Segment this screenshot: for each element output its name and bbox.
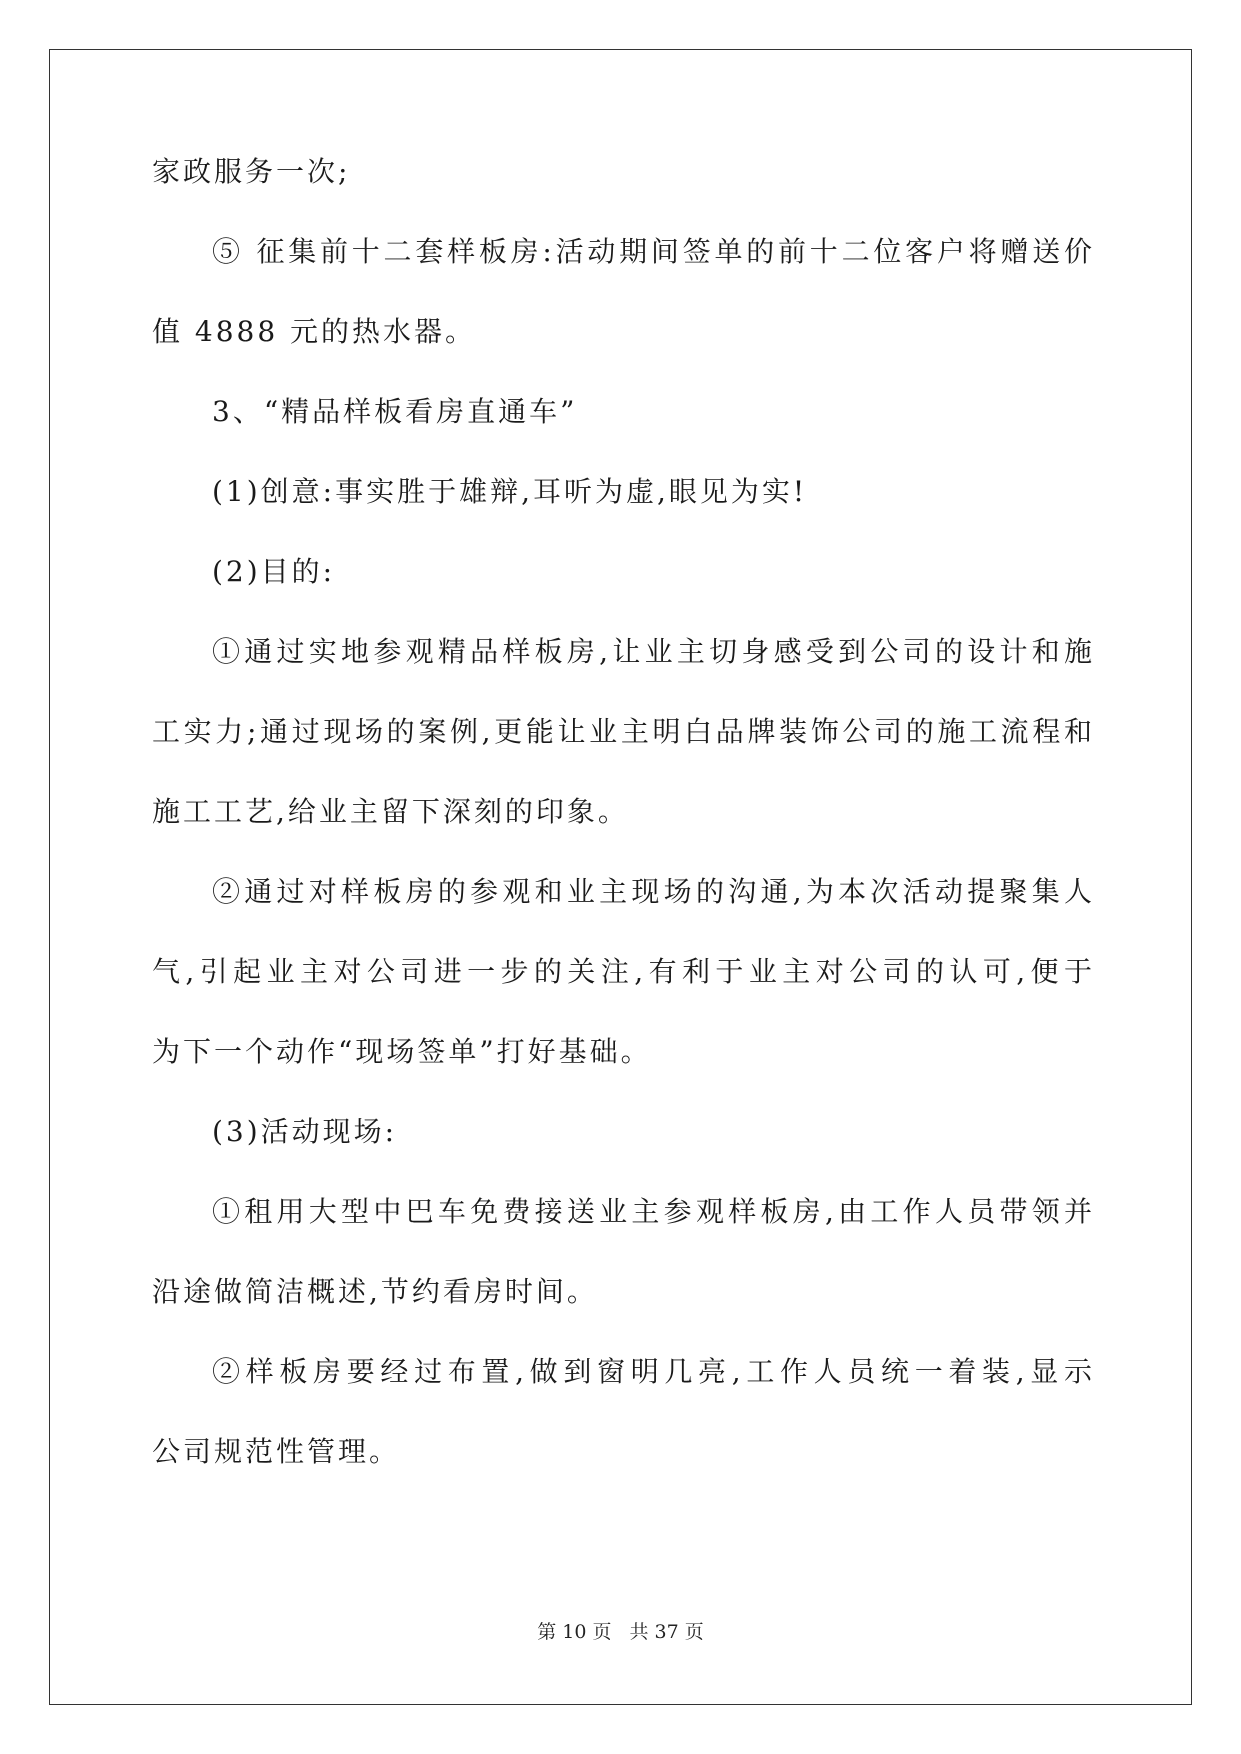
text-line: 气,引起业主对公司进一步的关注,有利于业主对公司的认可,便于: [152, 955, 1092, 988]
text-line: 施工工艺,给业主留下深刻的印象。: [152, 795, 629, 828]
text-line: 家政服务一次;: [152, 155, 351, 188]
text-line: ⑤ 征集前十二套样板房:活动期间签单的前十二位客户将赠送价: [212, 235, 1092, 268]
text-line: 值 4888 元的热水器。: [152, 315, 477, 348]
subheading: (3)活动现场:: [212, 1115, 398, 1148]
text-line: (1)创意:事实胜于雄辩,耳听为虚,眼见为实!: [212, 475, 808, 508]
text-line: 工实力;通过现场的案例,更能让业主明白品牌装饰公司的施工流程和: [152, 715, 1092, 748]
text-line: 沿途做简洁概述,节约看房时间。: [152, 1275, 598, 1308]
section-heading: 3、“精品样板看房直通车”: [212, 395, 578, 428]
text-line: 为下一个动作“现场签单”打好基础。: [152, 1035, 652, 1068]
text-line: 公司规范性管理。: [152, 1435, 401, 1468]
page-total: 共 37 页: [629, 1621, 704, 1643]
text-line: ①通过实地参观精品样板房,让业主切身感受到公司的设计和施: [212, 635, 1092, 668]
subheading: (2)目的:: [212, 555, 336, 588]
page-footer: [0, 1620, 1241, 1644]
text-line: ①租用大型中巴车免费接送业主参观样板房,由工作人员带领并: [212, 1195, 1092, 1228]
text-line: ②通过对样板房的参观和业主现场的沟通,为本次活动提聚集人: [212, 875, 1092, 908]
page-number: 第 10 页: [537, 1621, 612, 1643]
text-line: ②样板房要经过布置,做到窗明几亮,工作人员统一着装,显示: [212, 1355, 1092, 1388]
